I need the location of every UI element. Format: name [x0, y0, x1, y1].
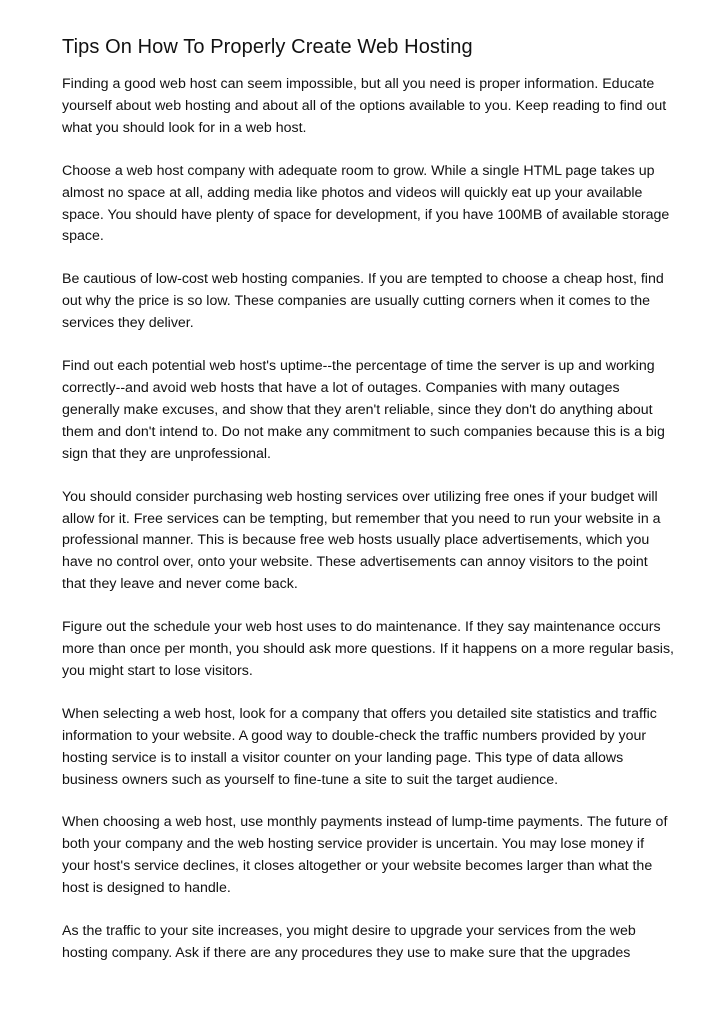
paragraph: You should consider purchasing web hosting services over utilizing free ones if your budget will allow for it. Free services can be tempting, but remember that you need to run your website in a professional manner. This is because free web hosts usually place advertisements, which you have no control over, onto your website. These advertisements can annoy visitors to the point that they leave and never come back. — [62, 488, 661, 593]
paragraph: Figure out the schedule your web host uses to do maintenance. If they say maintenance occurs more than once per month, you should ask more questions. If it happens on a more regular basis, you might start to lose visitors. — [62, 619, 674, 679]
document-body — [62, 34, 674, 986]
paragraph: When selecting a web host, look for a company that offers you detailed site statistics and traffic information to your website. A good way to double-check the traffic numbers provided by your hosting service is to install a visitor counter on your landing page. This type of data allows business owners such as yourself to fine-tune a site to suit the target audience. — [62, 705, 657, 788]
paragraph: As the traffic to your site increases, you might desire to upgrade your services from the web hosting company. Ask if there are any procedures they use to make sure that the upgrades — [62, 923, 636, 961]
document-title: Tips On How To Properly Create Web Hosting — [62, 36, 473, 58]
paragraph: Choose a web host company with adequate room to grow. While a single HTML page takes up almost no space at all, adding media like photos and videos will quickly eat up your available space. You should have plenty of space for development, if you have 100MB of available storage space. — [62, 162, 670, 245]
paragraph-list — [62, 74, 674, 965]
paragraph: When choosing a web host, use monthly payments instead of lump-time payments. The future of both your company and the web hosting service provider is uncertain. You may lose money if your host's service declines, it closes altogether or your website becomes larger than what the host is designed to handle. — [62, 814, 668, 897]
paragraph: Finding a good web host can seem impossible, but all you need is proper information. Educate yourself about web hosting and about all of the options available to you. Keep reading to find out what you should look for in a web host. — [62, 76, 667, 136]
paragraph: Be cautious of low-cost web hosting companies. If you are tempted to choose a cheap host, find out why the price is so low. These companies are usually cutting corners when it comes to the services they deliver. — [62, 271, 664, 332]
paragraph: Find out each potential web host's uptime--the percentage of time the server is up and working correctly--and avoid web hosts that have a lot of outages. Companies with many outages generally make excuses, and show that they aren't reliable, since they don't do anything about them and don't intend to. Do not make any commitment to such companies because this is a big sign that they are unprofessional. — [62, 358, 665, 462]
